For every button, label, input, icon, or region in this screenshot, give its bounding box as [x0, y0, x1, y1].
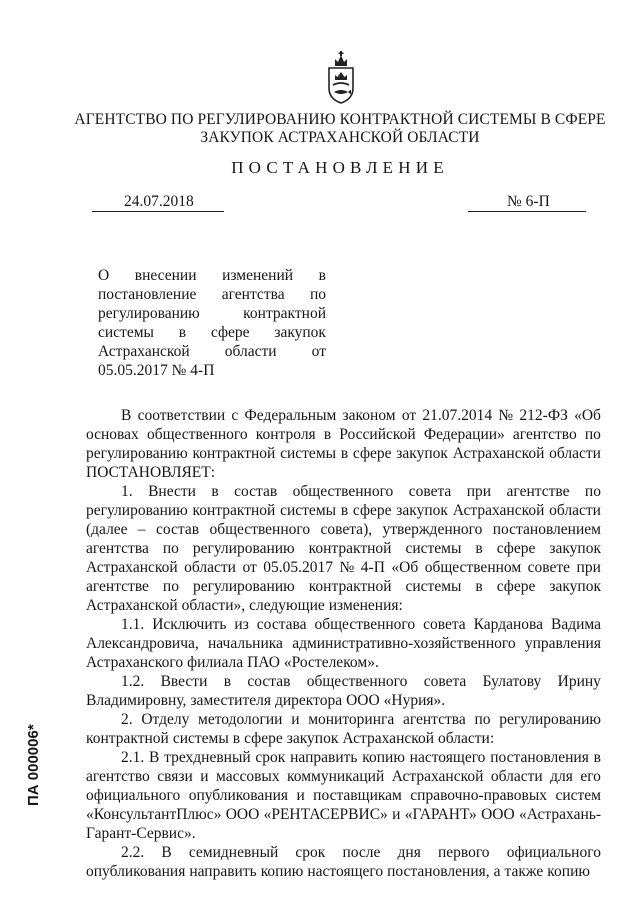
word: по [584, 426, 601, 443]
word: от [401, 407, 417, 424]
text-line [86, 501, 601, 520]
clause-1-paragraph [86, 482, 601, 615]
word: по [584, 483, 601, 500]
word: и [392, 806, 401, 823]
text-line [86, 596, 601, 615]
word: директора [274, 692, 343, 709]
word: контрактной [192, 502, 276, 519]
word: из [234, 616, 249, 633]
word: Федеральным [244, 407, 337, 424]
date-underline [92, 211, 224, 212]
word: ООО [225, 806, 260, 823]
clause-2-1-paragraph [86, 748, 601, 843]
word: утвержденного [382, 521, 483, 538]
word: при [576, 559, 601, 576]
word: Астраханской [86, 559, 178, 576]
word: срок [295, 844, 326, 861]
word: и [296, 787, 305, 804]
word: контрактной [86, 730, 169, 747]
word: коммуникаций [287, 768, 385, 785]
word: совете [527, 559, 571, 576]
title-word: от [311, 343, 326, 360]
word: «ГАРАНТ» [404, 806, 477, 823]
word: основах [86, 426, 139, 443]
word: систем [555, 787, 601, 804]
margin-code-text: ПА 000006* [25, 724, 42, 806]
word: общественного [314, 616, 416, 633]
astrakhan-coat-of-arms-icon [326, 50, 356, 104]
title-word: в [318, 267, 326, 284]
word: заместителя [190, 692, 271, 709]
text-line [86, 406, 601, 425]
word: системы [280, 502, 337, 519]
clause-2-paragraph [86, 710, 601, 748]
text-line [86, 444, 601, 463]
word: агентство [512, 426, 577, 443]
word: состав [234, 483, 278, 500]
word: 05.05.2017 [263, 559, 334, 576]
word: методологии [198, 711, 283, 728]
word: Карданова [473, 616, 544, 633]
number-underline [468, 211, 586, 212]
word: совета [408, 483, 452, 500]
word: регулированию [192, 578, 295, 595]
text-line [86, 805, 601, 824]
word: Астраханской [452, 445, 545, 462]
word: В [161, 844, 172, 861]
word: трехдневный [164, 749, 251, 766]
text-line [86, 558, 601, 577]
word: совета [423, 616, 466, 633]
word: № [339, 559, 355, 576]
word: после [342, 844, 381, 861]
title-line [98, 266, 326, 285]
word: 1.1. [121, 616, 145, 633]
word: общественного [306, 673, 408, 690]
word: копию [260, 863, 304, 880]
word: в [593, 749, 601, 766]
word: 4-П [360, 559, 385, 576]
word: в [223, 673, 232, 690]
word: по [162, 540, 179, 557]
word: 1. [121, 483, 133, 500]
word: регулированию [499, 711, 601, 728]
word: № [498, 407, 514, 424]
word: Александровича, [86, 635, 199, 652]
word: «Об [391, 559, 419, 576]
word: также [504, 863, 544, 880]
title-word: внесении [134, 267, 197, 284]
word: изменения: [328, 597, 403, 614]
word: состав [247, 673, 291, 690]
word: закупок [396, 445, 448, 462]
word: общественном [424, 559, 522, 576]
word: официального [86, 787, 181, 804]
word: «РЕНТАСЕРВИС» [263, 806, 388, 823]
word: 2.2. [121, 844, 145, 861]
title-word: постановление [98, 286, 197, 303]
title-word: закупок [274, 324, 326, 341]
word: состав [156, 521, 200, 538]
word: управления [524, 635, 601, 652]
word: 1.2. [121, 673, 145, 690]
word: закупок [549, 540, 601, 557]
title-word: по [309, 286, 326, 303]
word: срок [255, 749, 286, 766]
word: опубликования [188, 787, 289, 804]
word: Астраханской [452, 502, 545, 519]
word: постановлением [492, 521, 601, 538]
word: контрактной [192, 445, 276, 462]
document-title [98, 266, 326, 380]
word: совета), [320, 521, 373, 538]
word: копию [362, 749, 405, 766]
word: агентства [86, 540, 149, 557]
word: его [580, 768, 601, 785]
word: постановления [490, 749, 589, 766]
word: «Астрахань- [519, 806, 601, 823]
word: закупок [286, 730, 339, 747]
word: дня [397, 844, 421, 861]
word: Отделу [141, 711, 190, 728]
word: контрактной [308, 578, 392, 595]
word: области [490, 768, 543, 785]
document-number: № 6-П [507, 193, 550, 210]
title-word: области [224, 343, 277, 360]
agency-name-line1: АГЕНТСТВО ПО РЕГУЛИРОВАНИЮ КОНТРАКТНОЙ СИСТЕМЫ В СФЕРЕ [74, 111, 606, 128]
word: закупок [549, 578, 601, 595]
title-word: 05.05.2017 № 4-П [98, 362, 215, 379]
word: агентства [402, 711, 466, 728]
word: сфере [496, 578, 536, 595]
word: Федерации» [423, 426, 505, 443]
text-line [86, 463, 601, 482]
word: 2.1. [121, 749, 145, 766]
word: области [549, 445, 601, 462]
title-word: в [178, 324, 187, 341]
word: системы [405, 540, 462, 557]
document-type: ПОСТАНОВЛЕНИЕ [231, 158, 449, 177]
word: регулированию [192, 540, 295, 557]
word: официального [506, 844, 601, 861]
word: Булатову [482, 673, 542, 690]
agency-name-line2: ЗАКУПОК АСТРАХАНСКОЙ ОБЛАСТИ [200, 129, 480, 146]
word: агентстве [86, 578, 149, 595]
word: совета [423, 673, 467, 690]
title-line [98, 342, 326, 361]
word: начальника [208, 635, 283, 652]
text-line [86, 786, 601, 805]
text-line [86, 653, 601, 672]
word: при [466, 483, 492, 500]
word: системы [172, 730, 229, 747]
word: регулированию [86, 502, 188, 519]
word: регулированию [86, 445, 188, 462]
word: соответствии [137, 407, 226, 424]
word: «Нурия». [383, 692, 446, 709]
word: мониторинга [308, 711, 395, 728]
text-line [86, 634, 601, 653]
title-word: О [98, 267, 110, 284]
word: массовых [216, 768, 280, 785]
word: «Ростелеком». [283, 654, 379, 671]
word: общественного [146, 426, 248, 443]
title-word: агентства [221, 286, 285, 303]
word: по [474, 711, 491, 728]
word: В [121, 407, 132, 424]
text-line [86, 843, 601, 862]
word: в [340, 445, 349, 462]
word: Российской [339, 426, 416, 443]
clause-1-1-paragraph [86, 615, 601, 672]
word: связи [157, 768, 193, 785]
word: в [232, 730, 241, 747]
word: сфере [352, 502, 392, 519]
title-line [98, 304, 326, 323]
word: филиала [187, 654, 244, 671]
word: законом [342, 407, 396, 424]
word: постановления, [387, 863, 490, 880]
text-line [86, 862, 601, 881]
word: агентство [86, 768, 150, 785]
word: Астраханской [391, 768, 484, 785]
word: в [475, 540, 483, 557]
text-line [86, 425, 601, 444]
title-line [98, 323, 326, 342]
word: Ввести [160, 673, 208, 690]
text-line [86, 539, 601, 558]
word: ООО [346, 692, 380, 709]
word: в [340, 502, 349, 519]
title-word: Астраханской [98, 343, 190, 360]
clause-2-2-paragraph [86, 843, 601, 881]
word: административно-хозяйственного [292, 635, 516, 652]
text-line [86, 520, 601, 539]
word: в [323, 426, 332, 443]
text-line [86, 824, 601, 843]
text-line [86, 710, 601, 729]
text-line [86, 482, 601, 501]
word: ПАО [247, 654, 280, 671]
text-line [86, 691, 601, 710]
word: «Об [574, 407, 601, 424]
word: ПОСТАНОВЛЯЕТ: [86, 464, 216, 481]
word: копию [547, 863, 590, 880]
word: по [162, 578, 179, 595]
word: Вадима [550, 616, 601, 633]
preamble-paragraph [86, 406, 601, 482]
word: для [550, 768, 573, 785]
word: (далее [86, 521, 128, 538]
word: первого [437, 844, 490, 861]
title-line [98, 361, 326, 380]
text-line [86, 767, 601, 786]
word: настоящего [409, 749, 486, 766]
word: 21.07.2014 [422, 407, 493, 424]
word: Гарант-Сервис». [86, 825, 196, 842]
title-word: сфере [210, 324, 250, 341]
word: состава [256, 616, 307, 633]
word: семидневный [188, 844, 279, 861]
word: – [137, 521, 146, 538]
word: в [475, 578, 483, 595]
word: сфере [352, 445, 392, 462]
text-line [86, 672, 601, 691]
word: настоящего [307, 863, 384, 880]
word: направить [189, 863, 257, 880]
word: Внести [148, 483, 196, 500]
title-word: системы [98, 324, 154, 341]
word: ООО [481, 806, 515, 823]
word: направить [290, 749, 358, 766]
word: поставщикам [313, 787, 402, 804]
word: Астраханской [86, 597, 178, 614]
document-date: 24.07.2018 [124, 193, 194, 210]
word: области [184, 559, 236, 576]
text-line [86, 729, 601, 748]
title-line [98, 285, 326, 304]
text-line [86, 577, 601, 596]
word: с [231, 407, 239, 424]
word: системы [405, 578, 462, 595]
word: 212-ФЗ [519, 407, 568, 424]
title-word: регулированию [98, 305, 200, 322]
word: агентстве [506, 483, 570, 500]
word: а [493, 863, 501, 880]
word: Астраханского [86, 654, 184, 671]
word: следующие [249, 597, 325, 614]
text-line [86, 615, 601, 634]
word: сфере [244, 730, 283, 747]
word: сфере [496, 540, 536, 557]
word: области», [181, 597, 246, 614]
word: системы [280, 445, 337, 462]
word: Астраханской [342, 730, 435, 747]
word: области [549, 502, 601, 519]
word: справочно-правовых [410, 787, 548, 804]
word: общественного [209, 521, 311, 538]
word: Ирину [557, 673, 601, 690]
word: Исключить [152, 616, 227, 633]
word: Владимировну, [86, 692, 187, 709]
word: «КонсультантПлюс» [86, 806, 222, 823]
word: и [200, 768, 209, 785]
text-line [86, 748, 601, 767]
word: закупок [396, 502, 448, 519]
word: от [242, 559, 257, 576]
word: В [149, 749, 160, 766]
word: общественного [292, 483, 394, 500]
word: контроля [255, 426, 316, 443]
word: области: [438, 730, 495, 747]
title-word: контрактной [243, 305, 326, 322]
word: опубликования [86, 863, 186, 880]
word: контрактной [308, 540, 392, 557]
word: 2. [121, 711, 133, 728]
word: и [291, 711, 300, 728]
word: в [211, 483, 219, 500]
title-word: изменений [222, 267, 294, 284]
clause-1-2-paragraph [86, 672, 601, 710]
